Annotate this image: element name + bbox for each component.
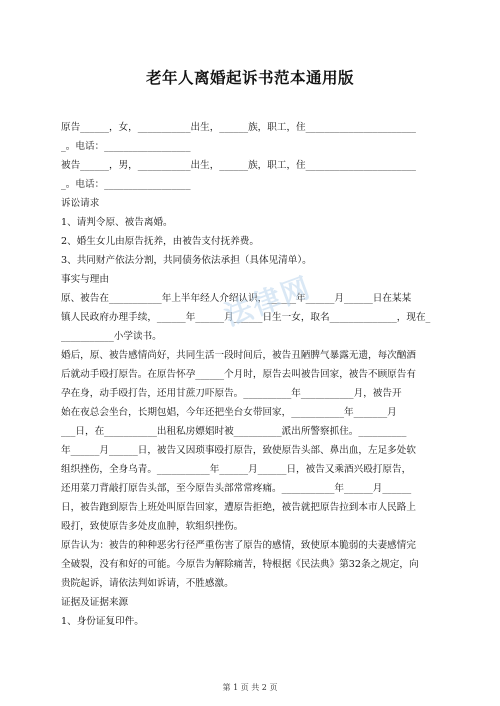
watermark-logo: 法律网 — [219, 270, 316, 333]
text-line: 日，被告跑到原告上班处叫原告回家，遭原告拒绝，被告就把原告拉到本市人民路上 — [61, 502, 416, 513]
text-line: 1、请判令原、被告离婚。 — [61, 217, 173, 228]
text-line: 镇人民政府办理手续，______年______月______日生一女，取名______________，现在_ — [61, 312, 431, 323]
document-body — [61, 118, 441, 631]
text-line: 原告______，女，___________出生，______族，职工，住_______________________ — [61, 122, 416, 133]
text-line: 原告认为：被告的种种恶劣行径严重伤害了原告的感情，致使原本脆弱的夫妻感情完 — [61, 540, 416, 551]
text-line: 年______月______日，被告又因琐事殴打原告，致使原告头部、鼻出血，左足多处软 — [61, 445, 416, 456]
text-line: _。电话：__________________ — [61, 179, 191, 190]
page-title: 老年人离婚起诉书范本通用版 — [145, 69, 354, 87]
text-line: 贵院起诉，请依法判如诉请，不胜感激。 — [61, 578, 234, 589]
text-line: 后就动手殴打原告。在原告怀孕______个月时，原告去叫被告回家，被告不顾原告有 — [61, 369, 416, 380]
text-line: ___________小学读书。 — [61, 331, 162, 342]
text-line: 组织挫伤，全身乌青。___________年______月______日，被告又乘酒兴殴打原告， — [61, 464, 412, 475]
section-heading: 事实与理由 — [61, 274, 109, 285]
section-heading: 证据及证据来源 — [61, 597, 129, 608]
text-line: ___日，在___________出租私房嫖娼时被__________派出所警察抓住。__________ — [61, 426, 407, 437]
text-line: 婚后，原、被告感情尚好，共同生活一段时间后，被告丑陋脾气暴露无遗，每次酗酒 — [61, 350, 416, 361]
text-line: _。电话：__________________ — [61, 141, 191, 152]
text-line: 还用菜刀背敲打原告头部，至今原告头部常常疼痛。___________年______月______ — [61, 483, 412, 494]
text-line: 殴打，致使原告多处皮血肿，软组织挫伤。 — [61, 521, 244, 532]
text-line: 全破裂，没有和好的可能。今原告为解除痛苦，特根据《民法典》第32条之规定，向 — [61, 559, 419, 570]
text-line: 2、婚生女儿由原告抚养，由被告支付抚养费。 — [61, 236, 259, 247]
text-line: 1、身份证复印件。 — [61, 616, 144, 627]
text-line: 3、共同财产依法分割，共同债务依法承担（具体见清单）。 — [61, 255, 312, 266]
text-line: 被告______，男，___________出生，______族，职工，住_______________________ — [61, 160, 416, 171]
page-footer: 第 1 页 共 2 页 — [222, 683, 278, 692]
text-line: 原、被告在___________年上半年经人介绍认识，______年______月______日在某某 — [61, 293, 412, 304]
text-line: 孕在身，动手殴打告，还用甘蔗刀吓原告。__________年___________月，被告开 — [61, 388, 402, 399]
section-heading: 诉讼请求 — [61, 198, 100, 209]
text-line: 始在夜总会坐台，长期包娼，今年还把坐台女带回家，___________年_______月 — [61, 407, 397, 418]
